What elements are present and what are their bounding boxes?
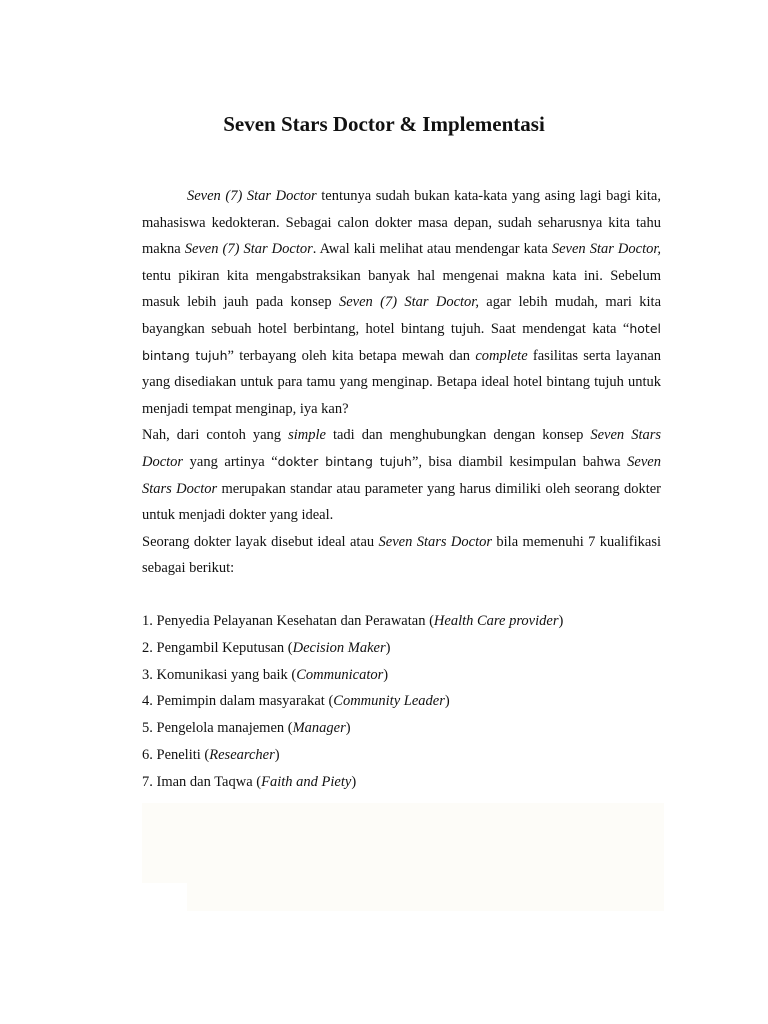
- list-item: [142, 635, 661, 662]
- list-number: 6.: [142, 746, 153, 763]
- term-complete: complete: [475, 347, 528, 364]
- term-seven-stars-doctor: Seven Stars Doctor: [142, 453, 661, 497]
- paragraph-conclusion: [142, 422, 661, 528]
- list-text: Pengelola manajemen (: [152, 720, 293, 737]
- paragraph-text: bila memenuhi 7 kualifikasi sebagai berikut:: [142, 533, 661, 577]
- list-term: Decision Maker: [292, 639, 386, 656]
- paragraph-text: . Awal kali melihat atau mendengar kata: [312, 241, 552, 258]
- paragraph-text: agar lebih mudah, mari kita bayangkan sebuah hotel berbintang, hotel bintang tujuh. Saat mendengat kata “: [142, 294, 662, 337]
- list-term: Communicator: [296, 666, 384, 683]
- list-term: Faith and Piety: [261, 773, 352, 790]
- list-item: [142, 715, 661, 742]
- list-text: Komunikasi yang baik (: [152, 666, 297, 683]
- paragraph-intro: [142, 183, 661, 422]
- qualification-list: [142, 608, 661, 796]
- list-number: 7.: [142, 773, 153, 790]
- quoted-phrase: hotel bintang tujuh: [142, 320, 661, 363]
- list-text: Pemimpin dalam masyarakat (: [152, 693, 334, 710]
- term-seven-star-doctor: Seven (7) Star Doctor: [187, 188, 317, 204]
- list-number: 4.: [142, 693, 153, 710]
- list-item: [142, 769, 661, 796]
- list-close: ): [345, 720, 351, 737]
- paragraph-text: tentu pikiran kita mengabstraksikan banyak hal mengenai makna kata ini. Sebelum masuk lebih jauh pada konsep: [142, 267, 661, 311]
- list-item: [142, 688, 661, 715]
- page-title: Seven Stars Doctor & Implementasi: [223, 112, 545, 136]
- list-number: 3.: [142, 666, 153, 683]
- list-number: 1.: [142, 612, 153, 629]
- list-close: ): [385, 639, 391, 656]
- paragraph-text: Seorang dokter layak disebut ideal atau: [142, 533, 379, 550]
- list-text: Pengambil Keputusan (: [152, 639, 293, 656]
- paragraph-text: ”, bisa diambil kesimpulan bahwa: [411, 453, 628, 470]
- term-seven-stars-doctor: Seven Stars Doctor: [142, 427, 662, 470]
- paragraph-qualifications: [142, 529, 661, 582]
- term-seven-star-doctor: Seven Star Doctor,: [551, 241, 662, 258]
- tinted-background-block: [142, 803, 664, 883]
- paragraph-text: Nah, dari contoh yang: [142, 427, 289, 444]
- list-close: ): [274, 746, 280, 763]
- list-number: 2.: [142, 639, 153, 656]
- term-simple: simple: [288, 427, 326, 444]
- document-body: [142, 183, 661, 795]
- list-number: 5.: [142, 720, 153, 737]
- paragraph-text: tentunya sudah bukan kata-kata yang asing lagi bagi kita, mahasiswa kedokteran. Sebagai calon dokter masa depan, sudah seharusnya kita tahu makna: [142, 188, 661, 258]
- list-term: Manager: [292, 720, 346, 737]
- paragraph-text: merupakan standar atau parameter yang harus dimiliki oleh seorang dokter untuk menjadi dokter yang ideal.: [142, 480, 661, 524]
- list-item: [142, 608, 661, 635]
- paragraph-text: fasilitas serta layanan yang disediakan untuk para tamu yang menginap. Betapa ideal hotel bintang tujuh untuk menjadi tempat menginap, iya kan?: [142, 347, 662, 417]
- list-text: Iman dan Taqwa (: [152, 773, 262, 790]
- paragraph-text: tadi dan menghubungkan dengan konsep: [325, 427, 591, 444]
- list-close: ): [351, 773, 357, 790]
- list-close: ): [444, 693, 450, 710]
- blank-line: [142, 582, 661, 608]
- tinted-background-block: [187, 883, 664, 911]
- list-term: Community Leader: [333, 693, 445, 710]
- list-term: Health Care provider: [433, 612, 559, 629]
- list-term: Researcher: [209, 746, 275, 763]
- term-seven-star-doctor: Seven (7) Star Doctor,: [338, 294, 479, 311]
- paragraph-text: yang artinya “: [183, 453, 278, 470]
- paragraph-text: ” terbayang oleh kita betapa mewah dan: [227, 347, 476, 364]
- list-text: Penyedia Pelayanan Kesehatan dan Perawatan (: [152, 612, 434, 629]
- term-seven-stars-doctor: Seven Stars Doctor: [378, 533, 493, 550]
- term-seven-star-doctor: Seven (7) Star Doctor: [184, 241, 313, 258]
- list-item: [142, 742, 661, 769]
- quoted-phrase: dokter bintang tujuh: [277, 453, 412, 469]
- list-close: ): [558, 612, 564, 629]
- list-close: ): [383, 666, 389, 683]
- list-item: [142, 662, 661, 689]
- list-text: Peneliti (: [152, 746, 210, 763]
